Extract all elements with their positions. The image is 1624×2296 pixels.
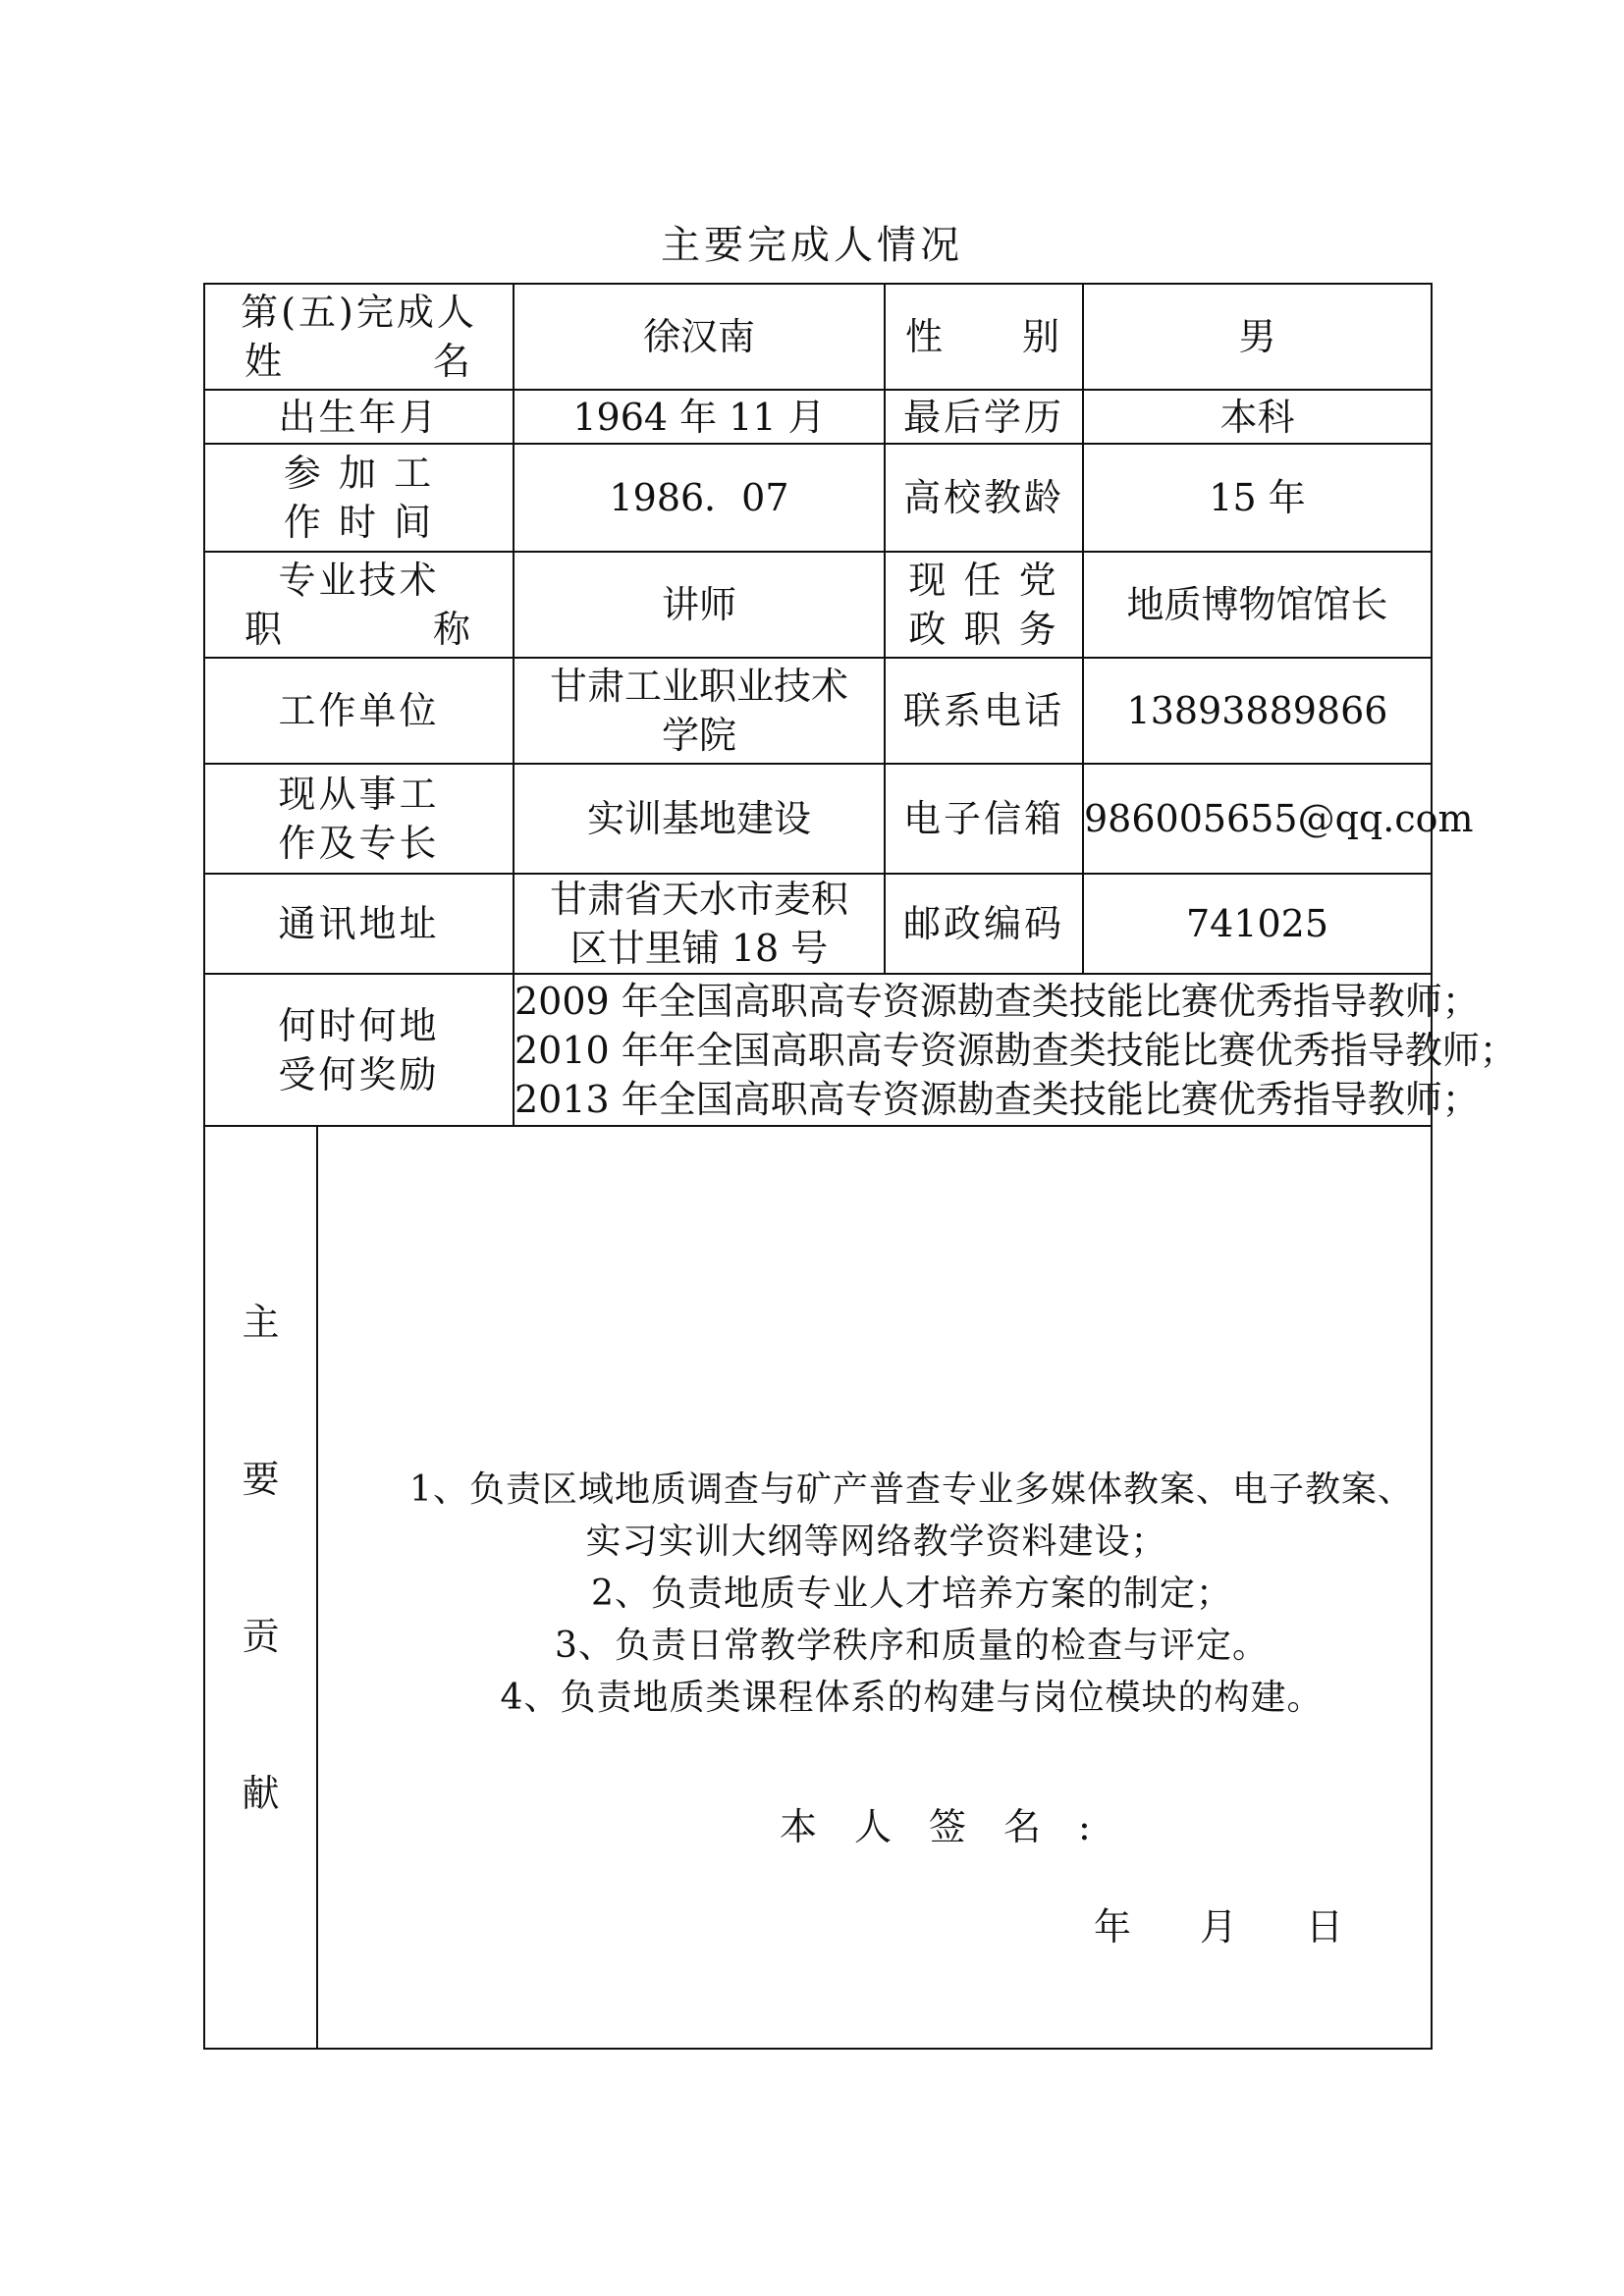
- phone-value: 13893889866: [1083, 658, 1432, 764]
- award-item: 2010 年年全国高职高专资源勘查类技能比赛优秀指导教师；: [514, 1028, 1517, 1072]
- row-title: [204, 552, 1432, 658]
- gender-value: 男: [1083, 284, 1432, 390]
- row-contributions: [204, 1126, 1432, 2049]
- contribution-item-3: 3、负责日常教学秩序和质量的检查与评定。: [555, 1625, 1269, 1666]
- field-label: 现从事工 作及专长: [204, 764, 514, 874]
- education-label: 最后学历: [885, 390, 1083, 444]
- work-start-value: 1986．07: [514, 444, 885, 552]
- teaching-years-label: 高校教龄: [885, 444, 1083, 552]
- row-work-start: [204, 444, 1432, 552]
- professional-title-value: 讲师: [514, 552, 885, 658]
- party-post-value: 地质博物馆馆长: [1083, 552, 1432, 658]
- teaching-years-value: 15 年: [1083, 444, 1432, 552]
- education-value: 本科: [1083, 390, 1432, 444]
- contribution-item-2: 2、负责地质专业人才培养方案的制定；: [591, 1573, 1232, 1614]
- address-label: 通讯地址: [204, 874, 514, 974]
- zip-value: 741025: [1083, 874, 1432, 974]
- name-value: 徐汉南: [514, 284, 885, 390]
- row-birth: [204, 390, 1432, 444]
- awards-label: 何时何地 受何奖励: [204, 974, 514, 1126]
- contributions-content: [317, 1126, 1432, 2049]
- birth-label: 出生年月: [204, 390, 514, 444]
- contribution-item-4: 4、负责地质类课程体系的构建与岗位模块的构建。: [500, 1677, 1324, 1718]
- contribution-item-1a: 1、负责区域地质调查与矿产普查专业多媒体教案、电子教案、: [409, 1468, 1414, 1510]
- award-item: 2013 年全国高职高专资源勘查类技能比赛优秀指导教师；: [514, 1077, 1480, 1121]
- party-post-label: 现 任 党 政 职 务: [885, 552, 1083, 658]
- name-label-line2: 姓 名: [244, 340, 473, 383]
- work-unit-label: 工作单位: [204, 658, 514, 764]
- signature-date: 年 月 日: [1094, 1905, 1344, 1949]
- row-name: [204, 284, 1432, 390]
- row-address: [204, 874, 1432, 974]
- awards-list: [514, 974, 1517, 1126]
- birth-value: 1964 年 11 月: [514, 390, 885, 444]
- name-label-cell: [204, 284, 514, 390]
- document-title: 主要完成人情况: [661, 223, 963, 268]
- signature-line: 本人签名:: [780, 1805, 1128, 1848]
- field-value: 实训基地建设: [514, 764, 885, 874]
- award-item: 2009 年全国高职高专资源勘查类技能比赛优秀指导教师；: [514, 979, 1480, 1023]
- contributions-side-label: 主 要 贡 献: [204, 1126, 317, 2049]
- gender-label: 性 别: [885, 284, 1083, 390]
- phone-label: 联系电话: [885, 658, 1083, 764]
- address-value: 甘肃省天水市麦积 区廿里铺 18 号: [514, 874, 885, 974]
- row-field: [204, 764, 1432, 874]
- email-value: 986005655@qq.com: [1083, 764, 1432, 874]
- contribution-item-1b: 实习实训大纲等网络教学资料建设；: [585, 1521, 1167, 1562]
- zip-label: 邮政编码: [885, 874, 1083, 974]
- name-label-line1: 第(五)完成人: [241, 291, 477, 334]
- work-unit-value: 甘肃工业职业技术 学院: [514, 658, 885, 764]
- email-label: 电子信箱: [885, 764, 1083, 874]
- completer-info-table: [203, 283, 1517, 2050]
- row-awards: [204, 974, 1432, 1126]
- professional-title-label: 专业技术 职 称: [204, 552, 514, 658]
- work-start-label: 参 加 工 作 时 间: [204, 444, 514, 552]
- row-unit: [204, 658, 1432, 764]
